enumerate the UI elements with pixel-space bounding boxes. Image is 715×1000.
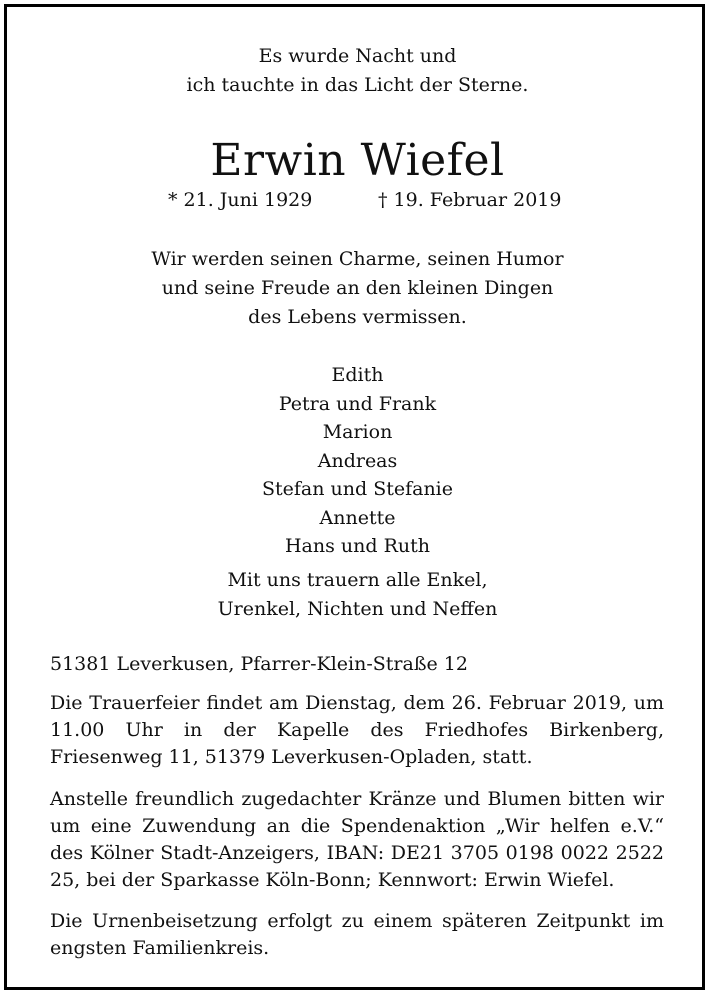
motto-verse: [0, 42, 715, 100]
mourners-line: Urenkel, Nichten und Neffen: [217, 598, 498, 620]
motto-line: ich tauchte in das Licht der Sterne.: [186, 74, 529, 96]
remembrance-quote: [0, 245, 715, 332]
family-member: Petra und Frank: [278, 392, 437, 415]
motto-line: Es wurde Nacht und: [258, 45, 457, 67]
quote-line: des Lebens vermissen.: [248, 306, 467, 328]
family-member: Edith: [331, 364, 384, 386]
family-member: Andreas: [317, 449, 398, 472]
family-member: Stefan und Stefanie: [261, 478, 454, 500]
birth-date: * 21. Juni 1929: [168, 189, 313, 211]
urn-burial-note: Die Urnenbeisetzung erfolgt zu einem späteren Zeitpunkt im engsten Familienkreis.: [50, 910, 664, 959]
family-list: [0, 361, 715, 561]
quote-line: Wir werden seinen Charme, seinen Humor: [151, 248, 564, 270]
mourners-line: Mit uns trauern alle Enkel,: [227, 569, 488, 591]
deceased-name: Erwin Wiefel: [210, 135, 505, 186]
funeral-details: Die Trauerfeier findet am Dienstag, dem 26. Februar 2019, um 11.00 Uhr in der Kapelle des Friedhofes Birkenberg, Friesenweg 11, 51379 Leverkusen-Opladen, statt.: [50, 692, 664, 768]
quote-line: und seine Freude an den kleinen Dingen: [161, 277, 554, 299]
family-member: Annette: [319, 506, 396, 529]
family-member: Marion: [322, 421, 393, 443]
mourners-note: [0, 566, 715, 624]
donation-request: Anstelle freundlich zugedachter Kränze und Blumen bitten wir um eine Zuwendung an die Spendenaktion „Wir helfen e.V.“ des Kölner Stadt-Anzeigers, IBAN: DE21 3705 0198 0022 2522 25, bei der Sparkasse Köln-Bonn; Kennwort: Erwin Wiefel.: [50, 788, 664, 891]
family-address: 51381 Leverkusen, Pfarrer-Klein-Straße 12: [50, 653, 468, 675]
death-date: † 19. Februar 2019: [378, 189, 562, 211]
family-member: Hans und Ruth: [284, 535, 430, 557]
